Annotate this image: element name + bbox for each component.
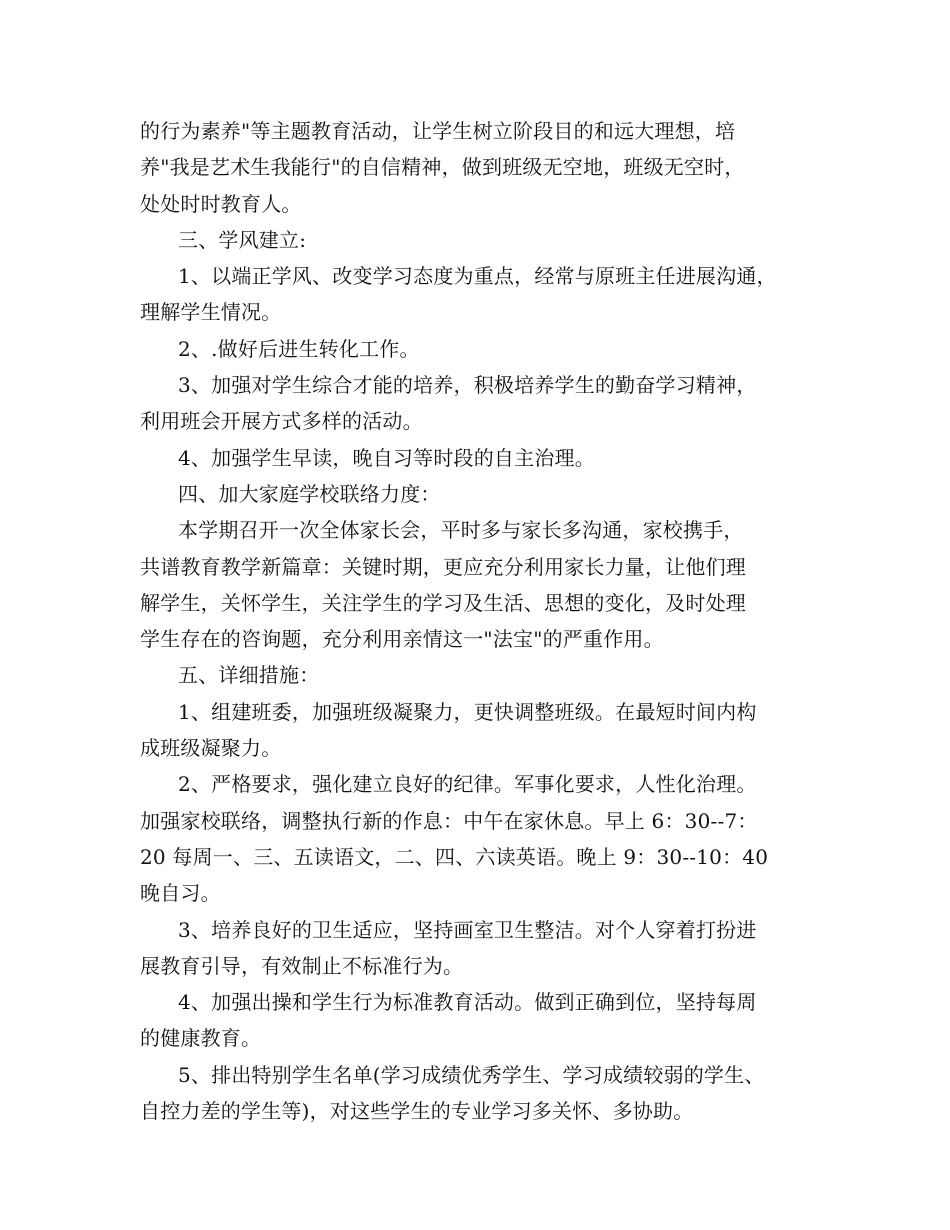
text-line: 的健康教育。 [140, 1026, 262, 1051]
text-line: 1、组建班委，加强班级凝聚力，更快调整班级。在最短时间内构 [178, 699, 757, 724]
paragraph-measure-5 [140, 1057, 840, 1130]
paragraph-study-3 [140, 367, 840, 440]
paragraph-measure-2 [140, 766, 840, 911]
text-line: 晚自习。 [140, 881, 221, 906]
text-line: 成班级凝聚力。 [140, 736, 282, 761]
paragraph-measure-4 [140, 984, 840, 1057]
text-line: 展教育引导，有效制止不标准行为。 [140, 953, 464, 978]
section-heading: 五、详细措施： [178, 663, 320, 688]
text-line: 2、严格要求，强化建立良好的纪律。军事化要求，人性化治理。 [178, 772, 757, 797]
section-heading: 四、加大家庭学校联络力度： [178, 481, 441, 506]
paragraph-study-2 [140, 331, 840, 367]
text-line: 本学期召开一次全体家长会，平时多与家长多沟通，家校携手， [178, 518, 744, 543]
text-line: 加强家校联络，调整执行新的作息：中午在家休息。早上 6：30--7： [140, 808, 758, 833]
text-line: 4、加强学生早读，晚自习等时段的自主治理。 [178, 445, 595, 470]
text-line: 2、.做好后进生转化工作。 [178, 336, 420, 361]
text-line: 4、加强出操和学生行为标准教育活动。做到正确到位，坚持每周 [178, 990, 757, 1015]
paragraph-study-4 [140, 440, 840, 476]
text-line: 3、加强对学生综合才能的培养，积极培养学生的勤奋学习精神， [178, 373, 757, 398]
text-line: 20 每周一、三、五读语文，二、四、六读英语。晚上 9：30--10：40 [140, 844, 769, 869]
paragraph-measure-1 [140, 694, 840, 767]
text-line: 学生存在的咨询题，充分利用亲情这一"法宝"的严重作用。 [140, 627, 664, 652]
text-line: 5、排出特别学生名单(学习成绩优秀学生、学习成绩较弱的学生、 [178, 1062, 765, 1087]
text-line: 共谱教育教学新篇章：关键时期，更应充分利用家长力量，让他们理 [140, 554, 746, 579]
heading-family-school-contact [140, 476, 840, 512]
text-line: 3、培养良好的卫生适应，坚持画室卫生整洁。对个人穿着打扮进 [178, 917, 757, 942]
text-line: 解学生，关怀学生，关注学生的学习及生活、思想的变化，及时处理 [140, 590, 746, 615]
paragraph-study-1 [140, 258, 840, 331]
text-line: 养"我是艺术生我能行"的自信精神，做到班级无空地，班级无空时， [140, 155, 745, 180]
text-line: 处处时时教育人。 [140, 191, 302, 216]
text-line: 1、以端正学风、改变学习态度为重点，经常与原班主任进展沟通， [178, 264, 777, 289]
paragraph-moral-education-cont [140, 113, 840, 222]
paragraph-measure-3 [140, 912, 840, 985]
text-line: 的行为素养"等主题教育活动，让学生树立阶段目的和远大理想，培 [140, 119, 736, 143]
paragraph-family-school [140, 512, 840, 657]
text-line: 自控力差的学生等)，对这些学生的专业学习多关怀、多协助。 [140, 1099, 694, 1124]
text-line: 利用班会开展方式多样的活动。 [140, 409, 423, 434]
text-line: 理解学生情况。 [140, 300, 282, 325]
heading-detailed-measures [140, 657, 840, 693]
heading-study-style [140, 222, 840, 258]
section-heading: 三、学风建立: [178, 227, 307, 252]
document-body [140, 113, 840, 1129]
